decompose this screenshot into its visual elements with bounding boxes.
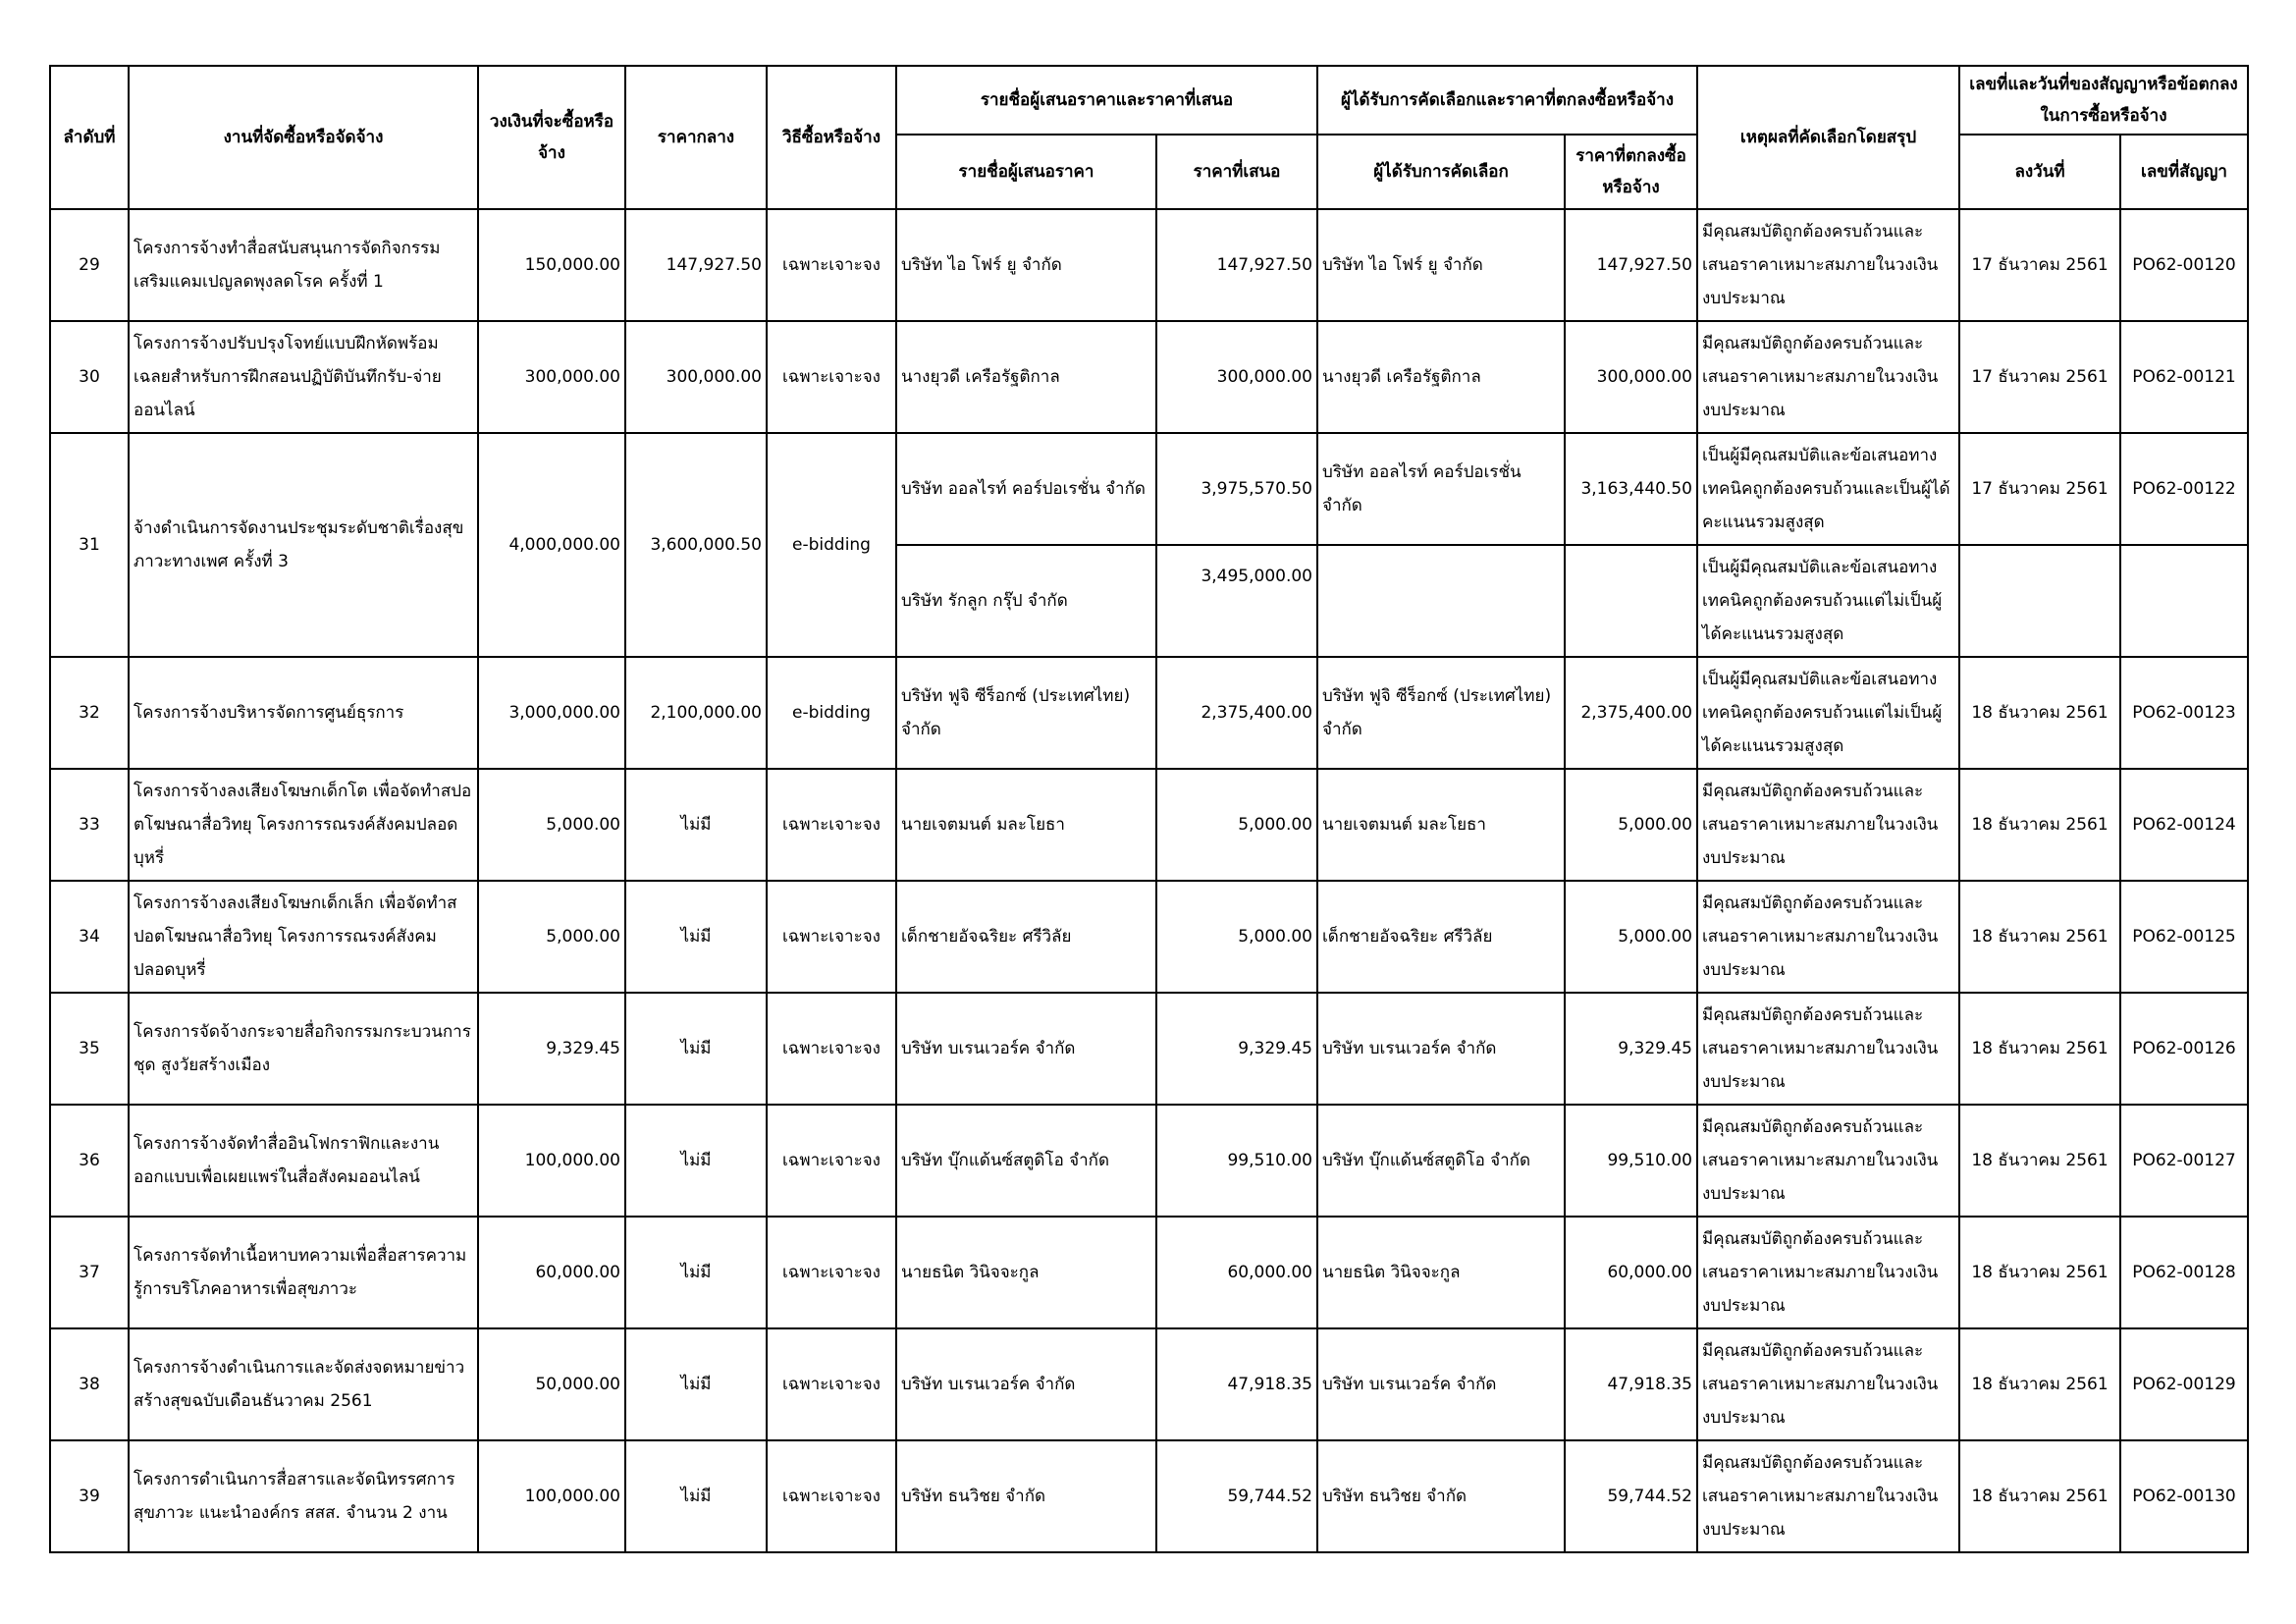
cell-method: e-bidding <box>767 657 896 769</box>
header-budget: วงเงินที่จะซื้อหรือจ้าง <box>478 66 625 209</box>
cell-seq: 35 <box>50 993 129 1105</box>
cell-method: เฉพาะเจาะจง <box>767 1328 896 1440</box>
cell-date: 18 ธันวาคม 2561 <box>1959 1217 2120 1328</box>
cell-contract: PO62-00124 <box>2120 769 2248 881</box>
table-row <box>50 209 2248 321</box>
cell-reason: มีคุณสมบัติถูกต้องครบถ้วนและเสนอราคาเหมาะสมภายในวงเงินงบประมาณ <box>1697 321 1959 433</box>
cell-bidder: เด็กชายอัจฉริยะ ศรีวิลัย <box>896 881 1156 993</box>
cell-budget: 4,000,000.00 <box>478 433 625 657</box>
cell-seq: 29 <box>50 209 129 321</box>
cell-seq: 30 <box>50 321 129 433</box>
cell-bid: 5,000.00 <box>1156 881 1317 993</box>
header-median-price: ราคากลาง <box>625 66 767 209</box>
cell-bidder: บริษัท ฟูจิ ซีร็อกซ์ (ประเทศไทย) จำกัด <box>896 657 1156 769</box>
cell-budget: 100,000.00 <box>478 1105 625 1217</box>
cell-method: เฉพาะเจาะจง <box>767 1217 896 1328</box>
cell-bid: 3,495,000.00 <box>1156 545 1317 657</box>
cell-method: เฉพาะเจาะจง <box>767 321 896 433</box>
cell-bidder: บริษัท ออลไรท์ คอร์ปอเรชั่น จำกัด <box>896 433 1156 545</box>
header-reason: เหตุผลที่คัดเลือกโดยสรุป <box>1697 66 1959 209</box>
cell-selected: บริษัท ธนวิชย จำกัด <box>1317 1440 1565 1552</box>
cell-contract: PO62-00130 <box>2120 1440 2248 1552</box>
cell-bid: 59,744.52 <box>1156 1440 1317 1552</box>
cell-agreed: 5,000.00 <box>1565 881 1697 993</box>
table-row <box>50 1440 2248 1552</box>
cell-date: 18 ธันวาคม 2561 <box>1959 657 2120 769</box>
cell-method: เฉพาะเจาะจง <box>767 1440 896 1552</box>
cell-date: 17 ธันวาคม 2561 <box>1959 433 2120 545</box>
cell-seq: 39 <box>50 1440 129 1552</box>
cell-work: โครงการจ้างบริหารจัดการศูนย์ธุรการ <box>129 657 478 769</box>
cell-work: โครงการจ้างปรับปรุงโจทย์แบบฝึกหัดพร้อมเฉลยสำหรับการฝึกสอนปฏิบัติบันทึกรับ-จ่ายออนไลน์ <box>129 321 478 433</box>
header-bid-price: ราคาที่เสนอ <box>1156 135 1317 209</box>
cell-budget: 9,329.45 <box>478 993 625 1105</box>
cell-seq: 34 <box>50 881 129 993</box>
cell-seq: 36 <box>50 1105 129 1217</box>
table-row <box>50 881 2248 993</box>
cell-agreed: 59,744.52 <box>1565 1440 1697 1552</box>
cell-bid: 99,510.00 <box>1156 1105 1317 1217</box>
cell-method: เฉพาะเจาะจง <box>767 1105 896 1217</box>
cell-reason: มีคุณสมบัติถูกต้องครบถ้วนและเสนอราคาเหมาะสมภายในวงเงินงบประมาณ <box>1697 1217 1959 1328</box>
cell-bidder: บริษัท บเรนเวอร์ค จำกัด <box>896 993 1156 1105</box>
cell-contract: PO62-00128 <box>2120 1217 2248 1328</box>
cell-contract: PO62-00127 <box>2120 1105 2248 1217</box>
cell-budget: 50,000.00 <box>478 1328 625 1440</box>
procurement-table <box>49 65 2249 1553</box>
cell-date: 17 ธันวาคม 2561 <box>1959 321 2120 433</box>
cell-bid: 47,918.35 <box>1156 1328 1317 1440</box>
cell-contract: PO62-00123 <box>2120 657 2248 769</box>
cell-bid: 3,975,570.50 <box>1156 433 1317 545</box>
cell-selected-empty <box>1317 545 1565 657</box>
cell-median: ไม่มี <box>625 1217 767 1328</box>
table-row <box>50 321 2248 433</box>
cell-contract: PO62-00129 <box>2120 1328 2248 1440</box>
cell-budget: 150,000.00 <box>478 209 625 321</box>
cell-bidder: นายธนิต วินิจจะกูล <box>896 1217 1156 1328</box>
cell-bidder: บริษัท บเรนเวอร์ค จำกัด <box>896 1328 1156 1440</box>
cell-contract: PO62-00122 <box>2120 433 2248 545</box>
cell-reason: มีคุณสมบัติถูกต้องครบถ้วนและเสนอราคาเหมาะสมภายในวงเงินงบประมาณ <box>1697 1328 1959 1440</box>
header-seq: ลำดับที่ <box>50 66 129 209</box>
table-row <box>50 1328 2248 1440</box>
cell-selected: บริษัท ฟูจิ ซีร็อกซ์ (ประเทศไทย) จำกัด <box>1317 657 1565 769</box>
cell-work: โครงการจ้างทำสื่อสนับสนุนการจัดกิจกรรมเสริมแคมเปญลดพุงลดโรค ครั้งที่ 1 <box>129 209 478 321</box>
cell-method: เฉพาะเจาะจง <box>767 769 896 881</box>
cell-budget: 300,000.00 <box>478 321 625 433</box>
cell-work: โครงการจ้างดำเนินการและจัดส่งจดหมายข่าวสร้างสุขฉบับเดือนธันวาคม 2561 <box>129 1328 478 1440</box>
cell-median: ไม่มี <box>625 881 767 993</box>
cell-work: โครงการจัดทำเนื้อหาบทความเพื่อสื่อสารความรู้การบริโภคอาหารเพื่อสุขภาวะ <box>129 1217 478 1328</box>
cell-selected: นายเจตมนต์ มละโยธา <box>1317 769 1565 881</box>
cell-bidder: บริษัท ธนวิชย จำกัด <box>896 1440 1156 1552</box>
cell-seq: 37 <box>50 1217 129 1328</box>
header-work: งานที่จัดซื้อหรือจัดจ้าง <box>129 66 478 209</box>
cell-median: 3,600,000.50 <box>625 433 767 657</box>
cell-reason: มีคุณสมบัติถูกต้องครบถ้วนและเสนอราคาเหมาะสมภายในวงเงินงบประมาณ <box>1697 209 1959 321</box>
cell-seq: 38 <box>50 1328 129 1440</box>
cell-selected: บริษัท ไอ โฟร์ ยู จำกัด <box>1317 209 1565 321</box>
table-row <box>50 1105 2248 1217</box>
cell-selected: นายธนิต วินิจจะกูล <box>1317 1217 1565 1328</box>
cell-bid: 300,000.00 <box>1156 321 1317 433</box>
cell-median: ไม่มี <box>625 1105 767 1217</box>
cell-agreed: 99,510.00 <box>1565 1105 1697 1217</box>
cell-bid: 60,000.00 <box>1156 1217 1317 1328</box>
cell-agreed: 9,329.45 <box>1565 993 1697 1105</box>
cell-work: โครงการจ้างจัดทำสื่ออินโฟกราฟิกและงานออกแบบเพื่อเผยแพร่ในสื่อสังคมออนไลน์ <box>129 1105 478 1217</box>
cell-contract: PO62-00121 <box>2120 321 2248 433</box>
cell-date: 18 ธันวาคม 2561 <box>1959 1440 2120 1552</box>
cell-selected: เด็กชายอัจฉริยะ ศรีวิลัย <box>1317 881 1565 993</box>
cell-seq: 31 <box>50 433 129 657</box>
cell-contract: PO62-00120 <box>2120 209 2248 321</box>
cell-date: 17 ธันวาคม 2561 <box>1959 209 2120 321</box>
table-row <box>50 769 2248 881</box>
header-selected-name: ผู้ได้รับการคัดเลือก <box>1317 135 1565 209</box>
cell-selected: บริษัท บเรนเวอร์ค จำกัด <box>1317 1328 1565 1440</box>
cell-date: 18 ธันวาคม 2561 <box>1959 881 2120 993</box>
cell-agreed-empty <box>1565 545 1697 657</box>
table-row <box>50 1217 2248 1328</box>
cell-reason: มีคุณสมบัติถูกต้องครบถ้วนและเสนอราคาเหมาะสมภายในวงเงินงบประมาณ <box>1697 993 1959 1105</box>
cell-work: จ้างดำเนินการจัดงานประชุมระดับชาติเรื่องสุขภาวะทางเพศ ครั้งที่ 3 <box>129 433 478 657</box>
cell-date: 18 ธันวาคม 2561 <box>1959 769 2120 881</box>
cell-budget: 60,000.00 <box>478 1217 625 1328</box>
cell-median: 147,927.50 <box>625 209 767 321</box>
cell-method: เฉพาะเจาะจง <box>767 881 896 993</box>
cell-reason: มีคุณสมบัติถูกต้องครบถ้วนและเสนอราคาเหมาะสมภายในวงเงินงบประมาณ <box>1697 769 1959 881</box>
header-selected-group: ผู้ได้รับการคัดเลือกและราคาที่ตกลงซื้อหรือจ้าง <box>1317 66 1697 135</box>
cell-contract-empty <box>2120 545 2248 657</box>
cell-agreed: 147,927.50 <box>1565 209 1697 321</box>
cell-contract: PO62-00125 <box>2120 881 2248 993</box>
cell-agreed: 5,000.00 <box>1565 769 1697 881</box>
cell-bidder: นางยุวดี เครือรัฐติกาล <box>896 321 1156 433</box>
cell-work: โครงการจัดจ้างกระจายสื่อกิจกรรมกระบวนการ ชุด สูงวัยสร้างเมือง <box>129 993 478 1105</box>
cell-agreed: 300,000.00 <box>1565 321 1697 433</box>
header-bidders-group: รายชื่อผู้เสนอราคาและราคาที่เสนอ <box>896 66 1317 135</box>
header-agreed-price: ราคาที่ตกลงซื้อหรือจ้าง <box>1565 135 1697 209</box>
cell-median: ไม่มี <box>625 1328 767 1440</box>
cell-date-empty <box>1959 545 2120 657</box>
cell-bid: 2,375,400.00 <box>1156 657 1317 769</box>
cell-median: ไม่มี <box>625 993 767 1105</box>
cell-work: โครงการจ้างลงเสียงโฆษกเด็กเล็ก เพื่อจัดทำสปอตโฆษณาสื่อวิทยุ โครงการรณรงค์สังคมปลอดบุหรี่ <box>129 881 478 993</box>
cell-date: 18 ธันวาคม 2561 <box>1959 1105 2120 1217</box>
cell-work: โครงการดำเนินการสื่อสารและจัดนิทรรศการสุขภาวะ แนะนำองค์กร สสส. จำนวน 2 งาน <box>129 1440 478 1552</box>
cell-bid: 9,329.45 <box>1156 993 1317 1105</box>
cell-method: เฉพาะเจาะจง <box>767 209 896 321</box>
cell-reason: เป็นผู้มีคุณสมบัติและข้อเสนอทางเทคนิคถูกต้องครบถ้วนแต่ไม่เป็นผู้ได้คะแนนรวมสูงสุด <box>1697 657 1959 769</box>
cell-reason: เป็นผู้มีคุณสมบัติและข้อเสนอทางเทคนิคถูกต้องครบถ้วนและเป็นผู้ได้คะแนนรวมสูงสุด <box>1697 433 1959 545</box>
header-contract-group: เลขที่และวันที่ของสัญญาหรือข้อตกลงในการซื้อหรือจ้าง <box>1959 66 2248 135</box>
cell-budget: 100,000.00 <box>478 1440 625 1552</box>
cell-bidder: บริษัท บุ๊กแด้นซ์สตูดิโอ จำกัด <box>896 1105 1156 1217</box>
header-date: ลงวันที่ <box>1959 135 2120 209</box>
cell-seq: 32 <box>50 657 129 769</box>
header-method: วิธีซื้อหรือจ้าง <box>767 66 896 209</box>
table-row <box>50 657 2248 769</box>
cell-bidder: นายเจตมนต์ มละโยธา <box>896 769 1156 881</box>
cell-median: 2,100,000.00 <box>625 657 767 769</box>
cell-selected: นางยุวดี เครือรัฐติกาล <box>1317 321 1565 433</box>
cell-selected: บริษัท บเรนเวอร์ค จำกัด <box>1317 993 1565 1105</box>
cell-selected: บริษัท บุ๊กแด้นซ์สตูดิโอ จำกัด <box>1317 1105 1565 1217</box>
cell-median: ไม่มี <box>625 1440 767 1552</box>
cell-agreed: 47,918.35 <box>1565 1328 1697 1440</box>
cell-selected: บริษัท ออลไรท์ คอร์ปอเรชั่น จำกัด <box>1317 433 1565 545</box>
cell-date: 18 ธันวาคม 2561 <box>1959 993 2120 1105</box>
cell-budget: 5,000.00 <box>478 769 625 881</box>
cell-agreed: 60,000.00 <box>1565 1217 1697 1328</box>
table-row <box>50 993 2248 1105</box>
cell-method: e-bidding <box>767 433 896 657</box>
cell-contract: PO62-00126 <box>2120 993 2248 1105</box>
cell-bid: 147,927.50 <box>1156 209 1317 321</box>
cell-bidder: บริษัท ไอ โฟร์ ยู จำกัด <box>896 209 1156 321</box>
cell-bid: 5,000.00 <box>1156 769 1317 881</box>
cell-reason: มีคุณสมบัติถูกต้องครบถ้วนและเสนอราคาเหมาะสมภายในวงเงินงบประมาณ <box>1697 881 1959 993</box>
cell-reason: มีคุณสมบัติถูกต้องครบถ้วนและเสนอราคาเหมาะสมภายในวงเงินงบประมาณ <box>1697 1105 1959 1217</box>
cell-reason: เป็นผู้มีคุณสมบัติและข้อเสนอทางเทคนิคถูกต้องครบถ้วนแต่ไม่เป็นผู้ได้คะแนนรวมสูงสุด <box>1697 545 1959 657</box>
header-contract-no: เลขที่สัญญา <box>2120 135 2248 209</box>
cell-seq: 33 <box>50 769 129 881</box>
cell-budget: 5,000.00 <box>478 881 625 993</box>
cell-agreed: 3,163,440.50 <box>1565 433 1697 545</box>
cell-reason: มีคุณสมบัติถูกต้องครบถ้วนและเสนอราคาเหมาะสมภายในวงเงินงบประมาณ <box>1697 1440 1959 1552</box>
cell-method: เฉพาะเจาะจง <box>767 993 896 1105</box>
header-bidder-name: รายชื่อผู้เสนอราคา <box>896 135 1156 209</box>
cell-median: ไม่มี <box>625 769 767 881</box>
cell-bidder: บริษัท รักลูก กรุ๊ป จำกัด <box>896 545 1156 657</box>
cell-budget: 3,000,000.00 <box>478 657 625 769</box>
cell-median: 300,000.00 <box>625 321 767 433</box>
cell-agreed: 2,375,400.00 <box>1565 657 1697 769</box>
table-row <box>50 433 2248 545</box>
cell-date: 18 ธันวาคม 2561 <box>1959 1328 2120 1440</box>
cell-work: โครงการจ้างลงเสียงโฆษกเด็กโต เพื่อจัดทำสปอตโฆษณาสื่อวิทยุ โครงการรณรงค์สังคมปลอดบุหรี่ <box>129 769 478 881</box>
